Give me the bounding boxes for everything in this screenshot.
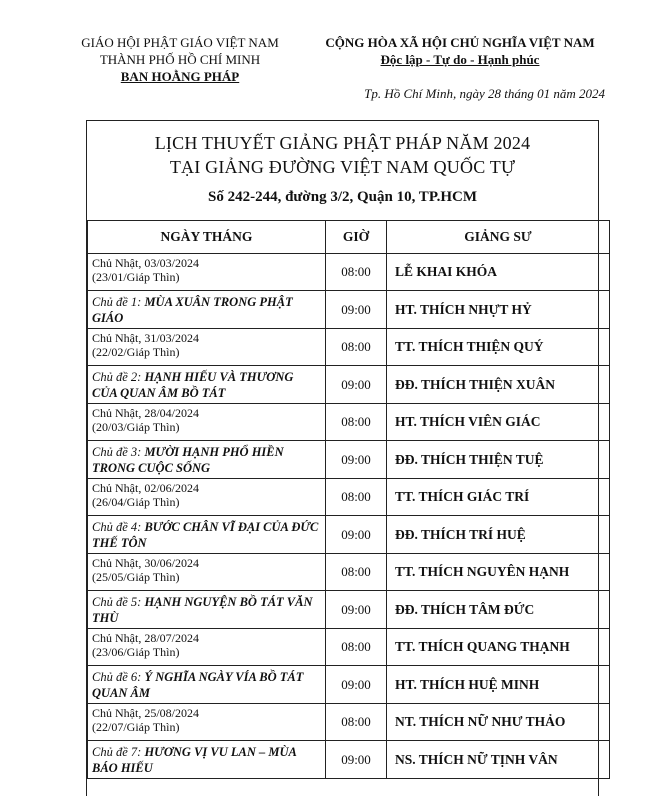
time-cell: 08:00 [326, 404, 387, 441]
topic-cell [88, 516, 326, 554]
date-cell [88, 629, 326, 666]
lunar-date: (26/04/Giáp Thìn) [92, 495, 180, 509]
table-row [88, 479, 610, 516]
lunar-date: (23/06/Giáp Thìn) [92, 645, 180, 659]
header-date: NGÀY THÁNG [88, 221, 326, 254]
table-row [88, 404, 610, 441]
speaker-cell: LỄ KHAI KHÓA [387, 254, 610, 291]
table-row [88, 254, 610, 291]
date-cell [88, 704, 326, 741]
gregorian-date: Chủ Nhật, 31/03/2024 [92, 331, 199, 345]
topic-title: MƯỜI HẠNH PHỔ HIỀN TRONG CUỘC SỐNG [92, 444, 284, 475]
gregorian-date: Chủ Nhật, 28/07/2024 [92, 631, 199, 645]
topic-title: HẠNH NGUYỆN BỒ TÁT VĂN THÙ [92, 594, 313, 625]
gregorian-date: Chủ Nhật, 28/04/2024 [92, 406, 199, 420]
topic-title: BƯỚC CHÂN VĨ ĐẠI CỦA ĐỨC THẾ TÔN [92, 519, 319, 550]
date-cell [88, 479, 326, 516]
lunar-date: (22/02/Giáp Thìn) [92, 345, 180, 359]
speaker-cell: TT. THÍCH NGUYÊN HẠNH [387, 554, 610, 591]
topic-cell [88, 441, 326, 479]
issuer-line-1: GIÁO HỘI PHẬT GIÁO VIỆT NAM [81, 35, 279, 50]
time-cell: 09:00 [326, 741, 387, 779]
table-header-row [88, 221, 610, 254]
topic-prefix: Chủ đề 6: [92, 669, 145, 684]
table-row [88, 441, 610, 479]
time-cell: 08:00 [326, 479, 387, 516]
table-row [88, 366, 610, 404]
time-cell: 09:00 [326, 591, 387, 629]
topic-cell [88, 741, 326, 779]
time-cell: 09:00 [326, 516, 387, 554]
table-row [88, 554, 610, 591]
time-cell: 08:00 [326, 554, 387, 591]
speaker-cell: HT. THÍCH NHỰT HỶ [387, 291, 610, 329]
speaker-cell: HT. THÍCH HUỆ MINH [387, 666, 610, 704]
schedule-frame [86, 120, 599, 796]
time-cell: 08:00 [326, 704, 387, 741]
issuer-line-2: THÀNH PHỐ HỒ CHÍ MINH [99, 52, 261, 67]
topic-prefix: Chủ đề 7: [92, 744, 145, 759]
speaker-cell: ĐĐ. THÍCH THIỆN XUÂN [387, 366, 610, 404]
topic-title: HƯƠNG VỊ VU LAN – MÙA BÁO HIẾU [92, 744, 297, 775]
title-line-1: LỊCH THUYẾT GIẢNG PHẬT PHÁP NĂM 2024 [154, 133, 531, 153]
time-cell: 09:00 [326, 666, 387, 704]
national-title: CỘNG HÒA XÃ HỘI CHỦ NGHĨA VIỆT NAM [325, 35, 595, 50]
topic-cell [88, 666, 326, 704]
topic-prefix: Chủ đề 3: [92, 444, 145, 459]
schedule-title [87, 131, 598, 179]
time-cell: 09:00 [326, 366, 387, 404]
topic-cell [88, 591, 326, 629]
topic-title: MÙA XUÂN TRONG PHẬT GIÁO [92, 294, 293, 325]
time-cell: 09:00 [326, 291, 387, 329]
schedule-table [87, 220, 610, 779]
header-time: GIỜ [326, 221, 387, 254]
lunar-date: (20/03/Giáp Thìn) [92, 420, 180, 434]
speaker-cell: NS. THÍCH NỮ TỊNH VÂN [387, 741, 610, 779]
national-motto: Độc lập - Tự do - Hạnh phúc [380, 52, 540, 67]
gregorian-date: Chủ Nhật, 25/08/2024 [92, 706, 199, 720]
speaker-cell: ĐĐ. THÍCH TRÍ HUỆ [387, 516, 610, 554]
issuer-line-3: BAN HOẰNG PHÁP [120, 69, 240, 84]
date-cell [88, 554, 326, 591]
time-cell: 09:00 [326, 441, 387, 479]
table-row [88, 629, 610, 666]
gregorian-date: Chủ Nhật, 02/06/2024 [92, 481, 199, 495]
date-cell [88, 329, 326, 366]
topic-title: Ý NGHĨA NGÀY VÍA BỒ TÁT QUAN ÂM [92, 669, 304, 700]
title-line-2: TẠI GIẢNG ĐƯỜNG VIỆT NAM QUỐC TỰ [169, 157, 516, 177]
speaker-cell: TT. THÍCH GIÁC TRÍ [387, 479, 610, 516]
speaker-cell: ĐĐ. THÍCH THIỆN TUỆ [387, 441, 610, 479]
gregorian-date: Chủ Nhật, 03/03/2024 [92, 256, 199, 270]
topic-prefix: Chủ đề 1: [92, 294, 145, 309]
topic-prefix: Chủ đề 5: [92, 594, 145, 609]
lunar-date: (22/07/Giáp Thìn) [92, 720, 180, 734]
speaker-cell: HT. THÍCH VIÊN GIÁC [387, 404, 610, 441]
gregorian-date: Chủ Nhật, 30/06/2024 [92, 556, 199, 570]
date-cell [88, 254, 326, 291]
table-row [88, 704, 610, 741]
speaker-cell: NT. THÍCH NỮ NHƯ THẢO [387, 704, 610, 741]
table-row [88, 666, 610, 704]
time-cell: 08:00 [326, 329, 387, 366]
venue-address: Số 242-244, đường 3/2, Quận 10, TP.HCM [207, 189, 478, 205]
topic-title: HẠNH HIẾU VÀ THƯƠNG CỦA QUAN ÂM BỒ TÁT [92, 369, 294, 400]
topic-prefix: Chủ đề 4: [92, 519, 145, 534]
time-cell: 08:00 [326, 629, 387, 666]
header-speaker: GIẢNG SƯ [387, 221, 610, 254]
national-heading [300, 34, 620, 68]
table-row [88, 291, 610, 329]
topic-cell [88, 291, 326, 329]
table-row [88, 591, 610, 629]
issuer-block [60, 34, 300, 85]
table-row [88, 516, 610, 554]
speaker-cell: TT. THÍCH THIỆN QUÝ [387, 329, 610, 366]
table-row [88, 741, 610, 779]
table-row [88, 329, 610, 366]
topic-cell [88, 366, 326, 404]
lunar-date: (23/01/Giáp Thìn) [92, 270, 180, 284]
lunar-date: (25/05/Giáp Thìn) [92, 570, 180, 584]
date-cell [88, 404, 326, 441]
speaker-cell: ĐĐ. THÍCH TÂM ĐỨC [387, 591, 610, 629]
topic-prefix: Chủ đề 2: [92, 369, 145, 384]
document-date: Tp. Hồ Chí Minh, ngày 28 tháng 01 năm 2024 [364, 86, 605, 101]
speaker-cell: TT. THÍCH QUANG THẠNH [387, 629, 610, 666]
time-cell: 08:00 [326, 254, 387, 291]
